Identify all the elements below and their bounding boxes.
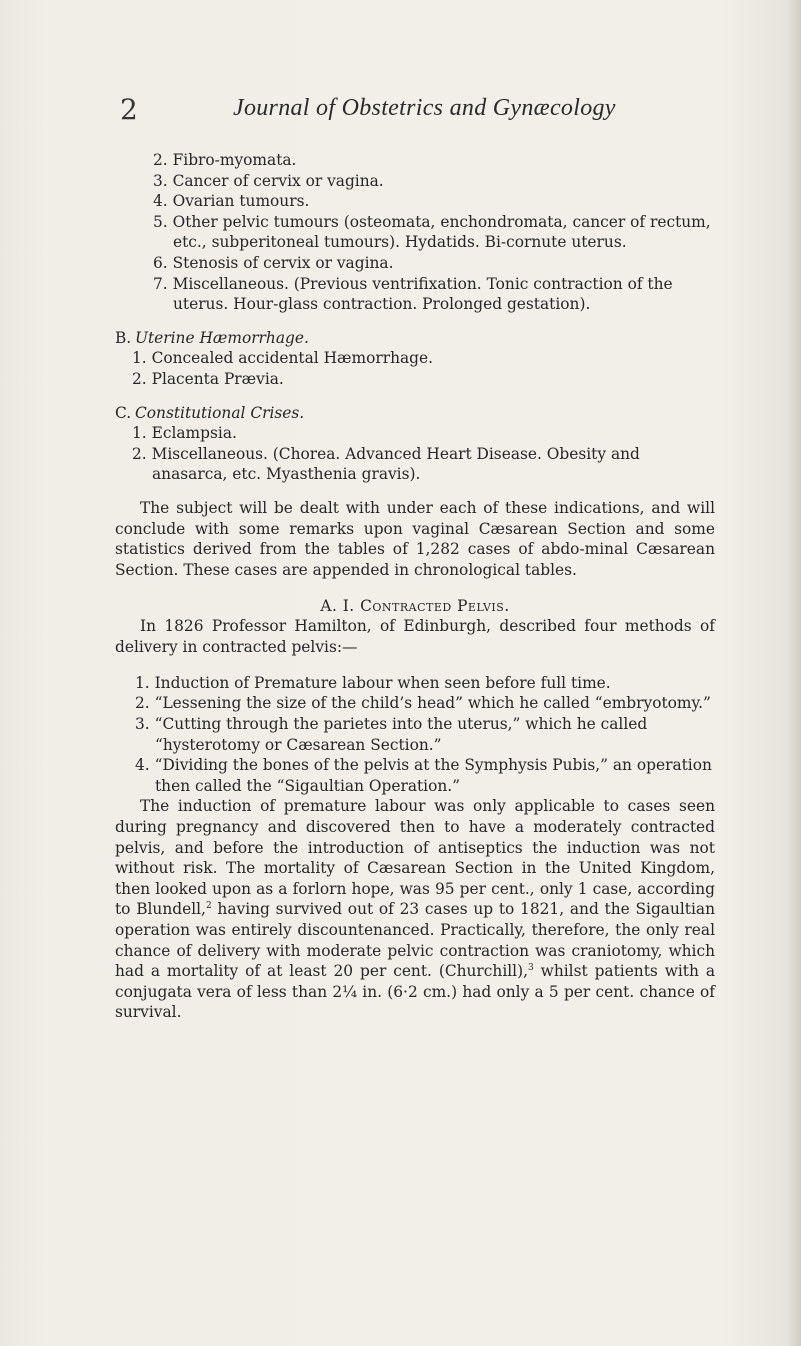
- running-title: Journal of Obstetrics and Gynæcology: [233, 95, 616, 121]
- footnote-ref: 3: [528, 963, 534, 974]
- hamilton-paragraph: In 1826 Professor Hamilton, of Edinburgh, described four methods of delivery in contracted pelvis:—: [115, 617, 715, 656]
- list-item: 2. “Lessening the size of the child’s head” which he called “embryotomy.”: [135, 694, 711, 713]
- indication-list-a: [115, 150, 715, 315]
- list-item: 1. Concealed accidental Hæmorrhage.: [132, 349, 434, 368]
- list-item: 4. Ovarian tumours.: [153, 192, 310, 211]
- page-number: 2: [120, 93, 138, 126]
- page-edge-shadow: [787, 0, 801, 1346]
- section-heading-c: C. Constitutional Crises.: [115, 403, 305, 422]
- page-header: [0, 93, 801, 133]
- list-item: 2. Fibro-myomata.: [153, 151, 297, 169]
- list-item: 1. Induction of Premature labour when seen before full time.: [135, 673, 611, 692]
- footnote-ref: 2: [205, 901, 212, 912]
- section-heading-b: B. Uterine Hæmorrhage.: [115, 328, 309, 347]
- induction-paragraph: The induction of premature labour was only applicable to cases seen during pregnancy and discovered then to have a moderately contracted pelvis, and before the introduction of antiseptics the induction was not without risk. The mortality of Cæsarean Section in the United Kingdom, then looked upon as a forlorn hope, was 95 per cent., only 1 case, according to Blundell,$^2$ having survived out of 23 cases up to 1821, and the Sigaultian operation was entirely discountenanced. Practically, therefore, the only real chance of delivery with moderate pelvic contraction was craniotomy, which had a mortality of at least 20 per cent. (Churchill),$^3$ whilst patients with a conjugata vera of less than 2¼ in. (6·2 cm.) had only a 5 per cent. chance of survival.: [115, 797, 715, 1022]
- list-item: 7. Miscellaneous. (Previous ventrifixation. Tonic contraction of the uterus. Hour-glass contraction. Prolonged gestation).: [153, 274, 673, 314]
- intro-paragraph: The subject will be dealt with under each of these indications, and will conclude with some remarks upon vaginal Cæsarean Section and some statistics derived from the tables of 1,282 cases of abdo-minal Cæsarean Section. These cases are appended in chronological tables.: [115, 498, 715, 579]
- methods-list: [115, 673, 715, 797]
- list-item: 3. Cancer of cervix or vagina.: [153, 171, 384, 190]
- page-body: [115, 150, 715, 1038]
- list-item: 3. “Cutting through the parietes into the uterus,” which he called “hysterotomy or Cæsarean Section.”: [135, 715, 648, 754]
- list-item: 4. “Dividing the bones of the pelvis at the Symphysis Pubis,” an operation then called the “Sigaultian Operation.”: [135, 756, 712, 795]
- list-item: 1. Eclampsia.: [132, 424, 237, 443]
- list-item: 5. Other pelvic tumours (osteomata, enchondromata, cancer of rectum, etc., subperitoneal tumours). Hydatids. Bi-cornute uterus.: [153, 212, 711, 252]
- list-item: 6. Stenosis of cervix or vagina.: [153, 253, 394, 272]
- list-item: 2. Miscellaneous. (Chorea. Advanced Heart Disease. Obesity and anasarca, etc. Myasthenia gravis).: [132, 444, 640, 484]
- subheading-contracted-pelvis: A. I. Contracted Pelvis.: [320, 596, 510, 615]
- list-item: 2. Placenta Prævia.: [132, 369, 284, 388]
